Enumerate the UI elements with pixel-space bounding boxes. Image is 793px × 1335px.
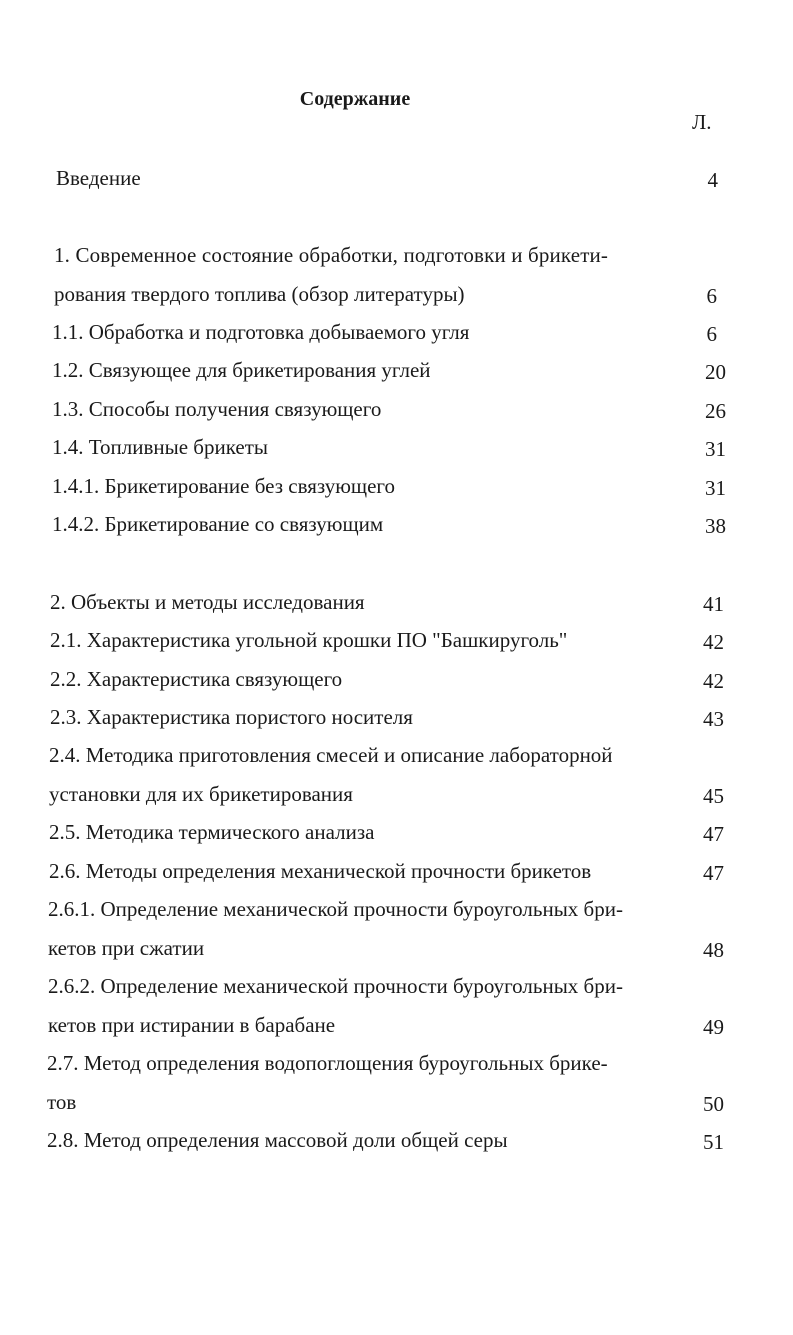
toc-entry-2-1: 2.1. Характеристика угольной крошки ПО "Башкируголь": [50, 628, 568, 652]
toc-entry-2-1-page: 42: [703, 630, 724, 654]
toc-entry-2-6-2-line-1: 2.6.2. Определение механической прочности буроугольных бри-: [48, 974, 623, 998]
toc-entry-2-6-2-line-2: кетов при истирании в барабане: [48, 1013, 336, 1037]
toc-entry-2-6-page: 47: [703, 861, 724, 885]
toc-entry-2-6-2-page: 49: [703, 1015, 724, 1039]
toc-entry-1-line-2: рования твердого топлива (обзор литературы): [54, 282, 465, 306]
toc-entry-2-5-page: 47: [703, 822, 724, 846]
toc-entry-1-4-1-page: 31: [705, 476, 726, 500]
toc-entry-2-6-1-line-2: кетов при сжатии: [48, 936, 205, 960]
toc-entry-1-1-page: 6: [706, 322, 717, 346]
page-title: Содержание: [299, 88, 411, 110]
toc-entry-1-3: 1.3. Способы получения связующего: [52, 397, 382, 421]
toc-entry-2-8-page: 51: [703, 1130, 724, 1154]
toc-entry-2-2: 2.2. Характеристика связующего: [50, 667, 343, 691]
toc-entry-1-4-2-page: 38: [705, 514, 726, 538]
toc-entry-2-7-line-1: 2.7. Метод определения водопоглощения буроугольных брике-: [47, 1051, 608, 1075]
toc-entry-2-4-page: 45: [703, 784, 724, 808]
toc-entry-2-4-line-1: 2.4. Методика приготовления смесей и описание лабораторной: [49, 743, 613, 767]
toc-entry-1-line-1: 1. Современное состояние обработки, подготовки и брикети-: [54, 243, 609, 267]
toc-entry-2-page: 41: [703, 592, 724, 616]
toc-entry-2-6: 2.6. Методы определения механической прочности брикетов: [49, 859, 592, 883]
toc-entry-intro-line-1: Введение: [56, 166, 141, 190]
toc-entry-2-8: 2.8. Метод определения массовой доли общей серы: [47, 1128, 508, 1152]
toc-entry-2-7-line-2: тов: [47, 1090, 77, 1114]
toc-entry-1-4: 1.4. Топливные брикеты: [52, 435, 268, 459]
toc-entry-1-1: 1.1. Обработка и подготовка добываемого угля: [52, 320, 470, 344]
toc-entry-1-4-2: 1.4.2. Брикетирование со связующим: [52, 512, 384, 536]
toc-entry-2-7-page: 50: [703, 1092, 724, 1116]
toc-entry-1-2: 1.2. Связующее для брикетирования углей: [52, 358, 431, 382]
toc-entry-2-3: 2.3. Характеристика пористого носителя: [50, 705, 413, 729]
toc-entry-2-3-page: 43: [703, 707, 724, 731]
toc-entry-1-page: 6: [706, 284, 717, 308]
toc-entry-2-6-1-line-1: 2.6.1. Определение механической прочности буроугольных бри-: [48, 897, 623, 921]
toc-entry-2-6-1-page: 48: [703, 938, 724, 962]
toc-entry-2-5: 2.5. Методика термического анализа: [49, 820, 375, 844]
toc-entry-2-4-line-2: установки для их брикетирования: [49, 782, 353, 806]
toc-entry-2: 2. Объекты и методы исследования: [50, 590, 365, 614]
page-column-label: Л.: [692, 110, 712, 134]
toc-entry-1-4-page: 31: [705, 437, 726, 461]
toc-entry-1-3-page: 26: [705, 399, 726, 423]
toc-entry-2-2-page: 42: [703, 669, 724, 693]
toc-entry-intro-page: 4: [707, 168, 718, 192]
toc-entry-1-2-page: 20: [705, 360, 726, 384]
toc-entry-1-4-1: 1.4.1. Брикетирование без связующего: [52, 474, 395, 498]
